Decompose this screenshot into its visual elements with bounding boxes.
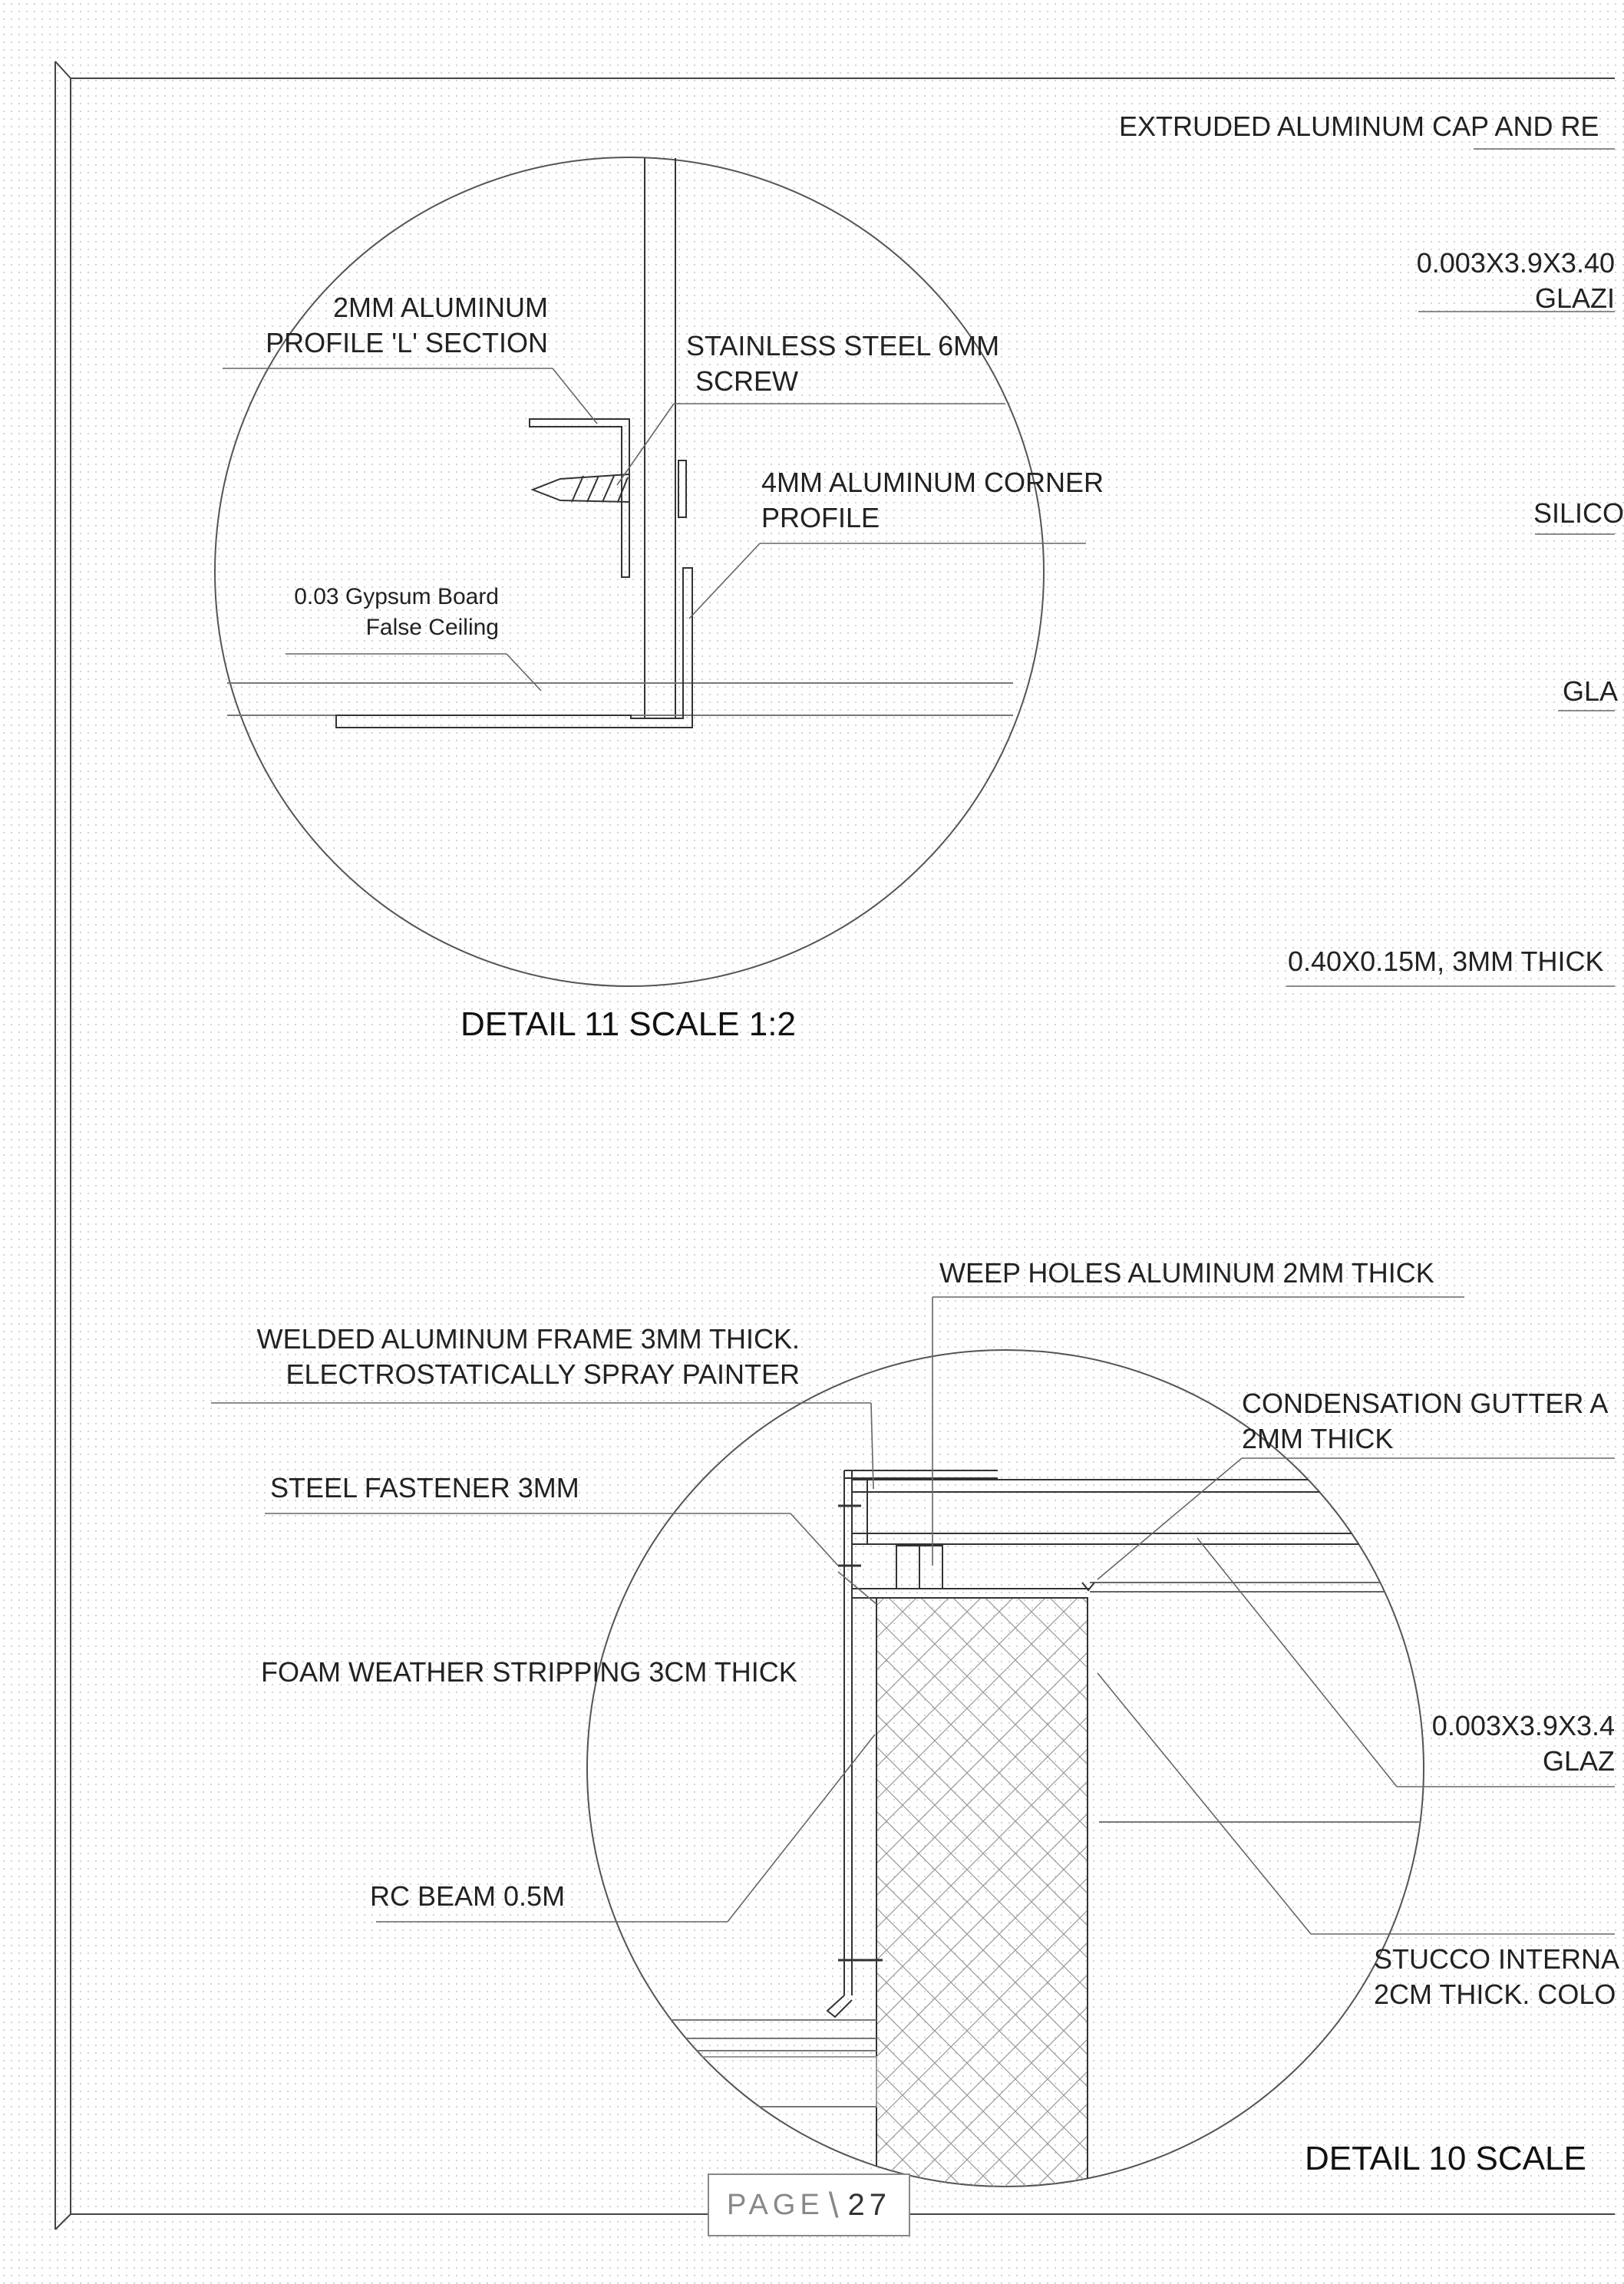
label-line: PROFILE (761, 502, 880, 533)
label-thickness: 0.40X0.15M, 3MM THICK (1288, 946, 1604, 977)
label-rc-beam: RC BEAM 0.5M (370, 1880, 566, 1912)
label-aluminum-cap: EXTRUDED ALUMINUM CAP AND RE (1119, 111, 1599, 142)
label-silicone: SILICO (1533, 497, 1624, 529)
rc-beam-hatch (876, 1598, 1088, 2227)
detail-11-title: DETAIL 11 SCALE 1:2 (460, 1005, 796, 1043)
label-line: 4MM ALUMINUM CORNER (761, 467, 1104, 498)
label-gla: GLA (1563, 675, 1619, 707)
label-steel-fastener: STEEL FASTENER 3MM (270, 1472, 579, 1503)
label-line: 2MM ALUMINUM (332, 292, 548, 323)
label-stucco (1374, 1942, 1619, 2012)
label-line: SCREW (695, 365, 798, 397)
label-line: WELDED ALUMINUM FRAME 3MM THICK. (256, 1323, 800, 1355)
label-line: 0.03 Gypsum Board (294, 584, 499, 609)
label-corner-profile (761, 465, 1104, 536)
label-glazing-detail10 (1397, 1708, 1615, 1779)
page-word: PAGE (726, 2188, 824, 2221)
label-line: PROFILE 'L' SECTION (266, 327, 548, 358)
label-weep-holes: WEEP HOLES ALUMINUM 2MM THICK (939, 1257, 1434, 1289)
label-line: GLAZ (1542, 1745, 1615, 1777)
page-number: 27 (847, 2187, 892, 2222)
detail-10-title: DETAIL 10 SCALE (1305, 2140, 1586, 2177)
label-condensation-gutter (1242, 1386, 1608, 1457)
label-line: STAINLESS STEEL 6MM (686, 330, 1000, 361)
label-line: 2MM THICK (1242, 1423, 1394, 1454)
detail-11-drawing (215, 157, 1086, 986)
page-number-box (708, 2173, 910, 2236)
label-line: 2CM THICK. COLO (1374, 1979, 1616, 2010)
label-line: ELECTROSTATICALLY SPRAY PAINTER (286, 1358, 800, 1390)
label-steel-screw (686, 328, 999, 399)
label-welded-frame (223, 1322, 800, 1392)
label-aluminum-l-profile (230, 290, 548, 361)
label-gypsum-board (261, 582, 499, 643)
label-line: CONDENSATION GUTTER A (1242, 1388, 1609, 1419)
label-line: False Ceiling (365, 615, 499, 640)
label-line: GLAZI (1534, 282, 1615, 314)
label-line: 0.003X3.9X3.40 (1416, 247, 1615, 279)
label-line: 0.003X3.9X3.4 (1431, 1710, 1615, 1741)
label-foam-stripping: FOAM WEATHER STRIPPING 3CM THICK (261, 1656, 797, 1688)
label-line: STUCCO INTERNA (1374, 1943, 1620, 1975)
page-separator: \ (828, 2185, 843, 2225)
label-glazing-top (1381, 246, 1615, 316)
